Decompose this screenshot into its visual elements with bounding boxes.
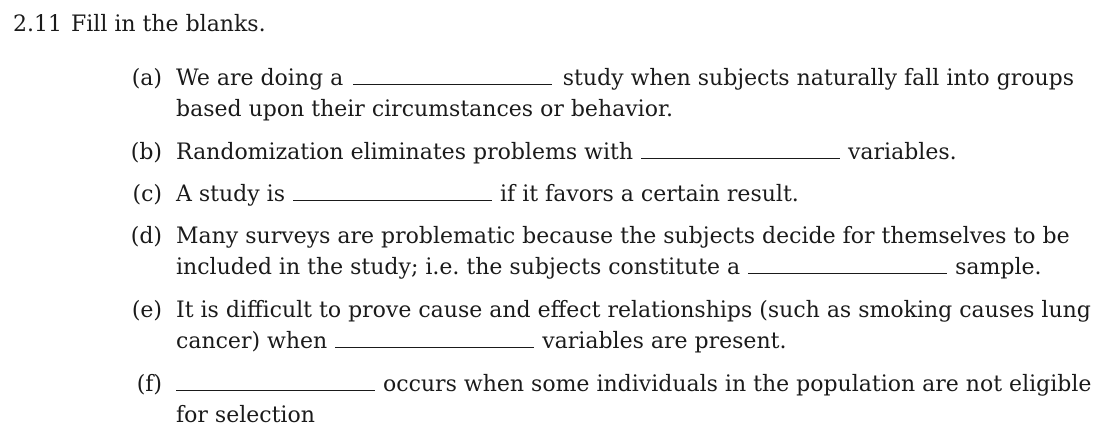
question-text: A study is (176, 182, 286, 207)
question-text: cancer) when (176, 329, 328, 354)
question-body (176, 369, 1092, 431)
question-text: We are doing a (176, 66, 344, 91)
question-body (176, 63, 1074, 125)
question-text: variables are present. (542, 329, 787, 354)
answer-blank[interactable] (641, 140, 840, 159)
question-body (176, 221, 1074, 283)
exercise-number: 2.11 (13, 12, 62, 37)
question-text: occurs when some individuals in the population are not eligible (383, 372, 1092, 397)
exercise-heading (13, 10, 266, 40)
question-body (176, 137, 1074, 168)
question-label: (a) (131, 66, 162, 91)
question-body (176, 295, 1091, 357)
question-text: study when subjects naturally fall into groups (562, 66, 1074, 91)
answer-blank[interactable] (353, 66, 552, 85)
question-text: variables. (848, 140, 957, 165)
question-text: based upon their circumstances or behavior. (176, 97, 674, 122)
question-label: (e) (131, 298, 162, 323)
answer-blank[interactable] (748, 255, 947, 274)
question-body (176, 179, 1074, 210)
question-label: (f) (136, 372, 162, 397)
question-label: (c) (132, 182, 162, 207)
question-text: sample. (955, 255, 1042, 280)
answer-blank[interactable] (293, 182, 492, 201)
question-label: (d) (130, 224, 162, 249)
question-text: included in the study; i.e. the subjects constitute a (176, 255, 741, 280)
answer-blank[interactable] (176, 372, 375, 391)
answer-blank[interactable] (335, 329, 534, 348)
question-label: (b) (130, 140, 162, 165)
question-text: Many surveys are problematic because the subjects decide for themselves to be (176, 224, 1070, 249)
question-text: if it favors a certain result. (500, 182, 799, 207)
question-text: for selection (176, 403, 315, 428)
question-text: It is difficult to prove cause and effect relationships (such as smoking causes lung (176, 298, 1091, 323)
exercise-title: Fill in the blanks. (70, 12, 266, 37)
question-text: Randomization eliminates problems with (176, 140, 633, 165)
